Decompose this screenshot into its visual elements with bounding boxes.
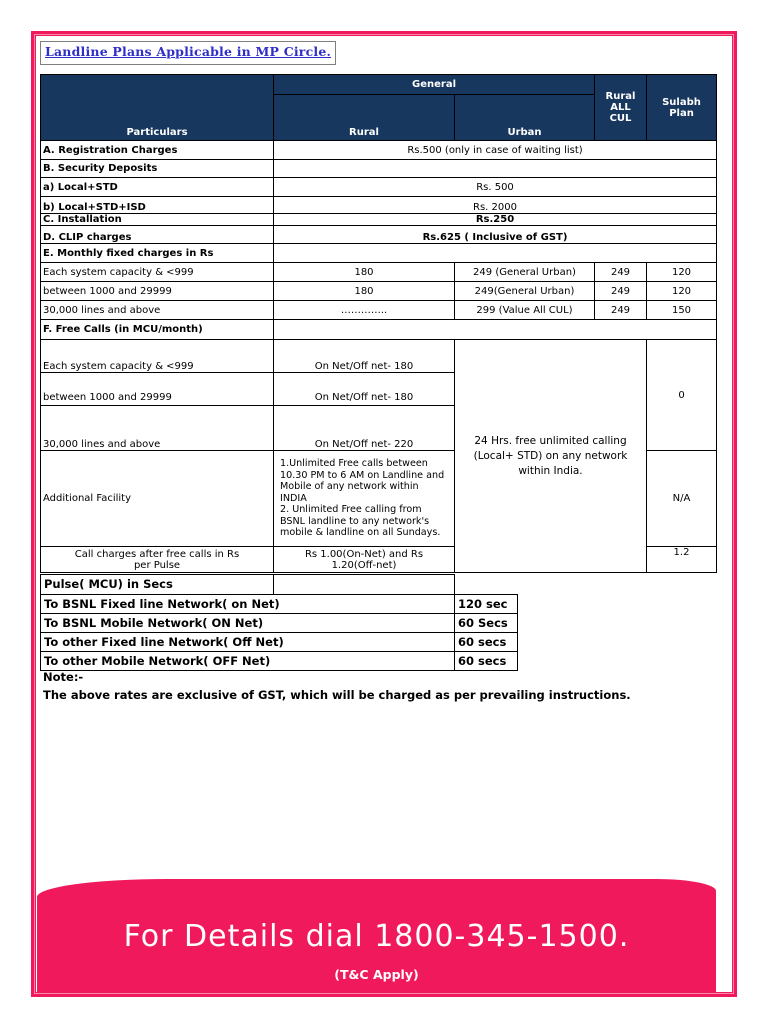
free-calls-row-rural: On Net/Off net- 220 [274, 406, 455, 451]
additional-facility-sulabh: N/A [647, 451, 717, 547]
monthly-row-sulabh: 120 [647, 282, 717, 301]
security-local-std-isd-value: Rs. 2000 [274, 197, 717, 214]
pulse-row-label: To BSNL Fixed line Network( on Net) [41, 595, 455, 614]
additional-facility-label: Additional Facility [41, 451, 274, 547]
registration-label: A. Registration Charges [41, 141, 274, 160]
monthly-row-urban: 299 (Value All CUL) [455, 301, 595, 320]
pulse-table [40, 574, 518, 671]
installation-label: C. Installation [41, 214, 274, 226]
free-calls-label: F. Free Calls (in MCU/month) [41, 320, 274, 340]
security-local-std-label: a) Local+STD [41, 178, 274, 197]
monthly-blank [274, 244, 717, 263]
header-rural-all-cul: Rural ALL CUL [595, 75, 647, 141]
installation-value: Rs.250 [274, 214, 717, 226]
free-calls-row-label: Each system capacity & <999 [41, 340, 274, 373]
page-title: Landline Plans Applicable in MP Circle. [40, 41, 336, 65]
pulse-row-value: 120 sec [455, 595, 518, 614]
additional-facility-text: 1.Unlimited Free calls between 10.30 PM to 6 AM on Landline and Mobile of any network within INDIA 2. Unlimited Free calling from BSNL landline to any network's mobile & landline on all Sundays. [274, 451, 455, 547]
free-calls-row-label: between 1000 and 29999 [41, 373, 274, 406]
header-particulars: Particulars [41, 75, 274, 141]
details-banner [37, 879, 716, 992]
call-charges-value: Rs 1.00(On-Net) and Rs 1.20(Off-net) [274, 547, 455, 573]
pulse-row-label: To other Mobile Network( OFF Net) [41, 652, 455, 671]
call-charges-sulabh: 1.2 [647, 547, 717, 573]
monthly-row-label: 30,000 lines and above [41, 301, 274, 320]
pulse-blank [274, 575, 455, 595]
free-calls-blank [274, 320, 717, 340]
monthly-label: E. Monthly fixed charges in Rs [41, 244, 274, 263]
header-general: General [274, 75, 595, 95]
security-local-std-value: Rs. 500 [274, 178, 717, 197]
clip-label: D. CLIP charges [41, 226, 274, 244]
call-charges-label: Call charges after free calls in Rs per Pulse [41, 547, 274, 573]
pulse-row-label: To BSNL Mobile Network( ON Net) [41, 614, 455, 633]
note-label: Note:- [43, 670, 84, 684]
monthly-row-all-cul: 249 [595, 282, 647, 301]
banner-helpline: For Details dial 1800-345-1500. [123, 919, 630, 954]
pulse-row-value: 60 Secs [455, 614, 518, 633]
monthly-row-label: between 1000 and 29999 [41, 282, 274, 301]
free-calls-row-rural: On Net/Off net- 180 [274, 373, 455, 406]
monthly-row-rural: 180 [274, 282, 455, 301]
monthly-row-all-cul: 249 [595, 301, 647, 320]
free-calls-sulabh-value: 0 [647, 340, 717, 451]
plan-table [40, 74, 717, 573]
free-calls-row-label: 30,000 lines and above [41, 406, 274, 451]
monthly-row-urban: 249(General Urban) [455, 282, 595, 301]
monthly-row-rural: 180 [274, 263, 455, 282]
monthly-row-rural: ………….. [274, 301, 455, 320]
security-local-std-isd-label: b) Local+STD+ISD [41, 197, 274, 214]
header-urban: Urban [455, 95, 595, 141]
banner-terms: (T&C Apply) [334, 967, 419, 982]
registration-value: Rs.500 (only in case of waiting list) [274, 141, 717, 160]
security-label: B. Security Deposits [41, 160, 274, 178]
monthly-row-all-cul: 249 [595, 263, 647, 282]
pulse-row-value: 60 secs [455, 652, 518, 671]
header-sulabh-plan: Sulabh Plan [647, 75, 717, 141]
monthly-row-sulabh: 150 [647, 301, 717, 320]
free-calls-row-rural: On Net/Off net- 180 [274, 340, 455, 373]
note-text: The above rates are exclusive of GST, which will be charged as per prevailing instructions. [43, 688, 631, 702]
free-calls-urban-text: 24 Hrs. free unlimited calling (Local+ STD) on any network within India. [455, 340, 647, 573]
monthly-row-urban: 249 (General Urban) [455, 263, 595, 282]
monthly-row-sulabh: 120 [647, 263, 717, 282]
clip-value: Rs.625 ( Inclusive of GST) [274, 226, 717, 244]
pulse-row-label: To other Fixed line Network( Off Net) [41, 633, 455, 652]
pulse-row-value: 60 secs [455, 633, 518, 652]
security-blank [274, 160, 717, 178]
header-rural: Rural [274, 95, 455, 141]
pulse-label: Pulse( MCU) in Secs [41, 575, 274, 595]
monthly-row-label: Each system capacity & <999 [41, 263, 274, 282]
